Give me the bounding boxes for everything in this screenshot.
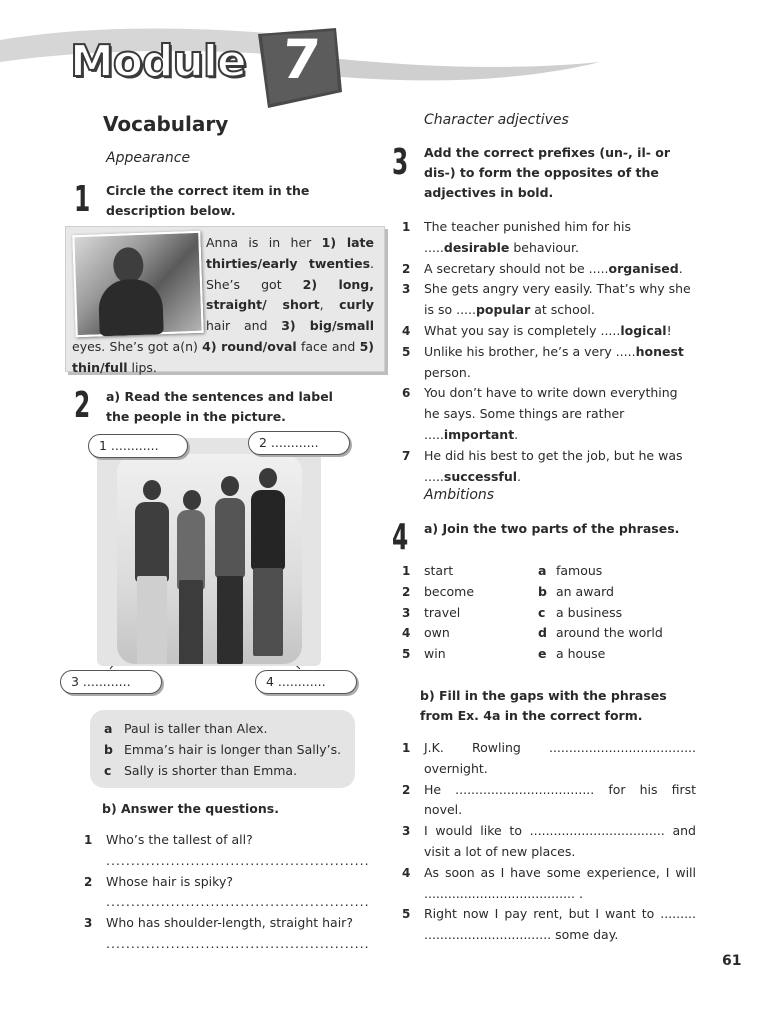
ex3-item-4: 4 What you say is completely .....logical! xyxy=(402,322,672,338)
ex3-item-7: 7 He did his best to get the job, but he was .....successful. xyxy=(402,447,683,484)
gap-5[interactable]: 5 Right now I pay rent, but I want to ......... ................................ some day. xyxy=(402,906,696,943)
label-1-pill[interactable]: 1 ............ xyxy=(88,434,188,458)
choice-4[interactable]: 4) round/oval xyxy=(202,338,297,354)
exercise-1-text: Anna is in her 1) late thirties/early twenties. She’s got 2) long, straight/ short, curly hair and 3) big/small eyes. She’s got a(n) 4) round/oval face and 5) thin/full lips. xyxy=(72,235,375,375)
pair-3: 3 travel c a business xyxy=(402,604,623,620)
pair-5: 5 win e a house xyxy=(402,646,606,662)
exercise-1-instruction: Circle the correct item in the description below. xyxy=(106,183,310,218)
module-title: Module xyxy=(70,36,246,87)
question-1: 1 Who’s the tallest of all? xyxy=(84,832,253,847)
exercise-4b-instruction: b) Fill in the gaps with the phrases from Ex. 4a in the correct form. xyxy=(420,688,667,723)
choice-3[interactable]: 3) big/small xyxy=(281,318,374,334)
gap-3[interactable]: 3 I would like to .................................. and visit a lot of new places. xyxy=(402,823,696,859)
label-2-pill[interactable]: 2 ............ xyxy=(248,431,350,455)
answer-line-1[interactable]: ..................................................... xyxy=(106,852,370,868)
question-3: 3 Who has shoulder-length, straight hair? xyxy=(84,915,353,931)
sentence-a: a Paul is taller than Alex. xyxy=(104,721,268,736)
choice-2[interactable]: 2) long, straight/ short xyxy=(206,276,375,313)
gap-2[interactable]: 2 He ................................... for his first novel. xyxy=(402,781,696,818)
pair-4: 4 own d around the world xyxy=(402,625,663,641)
ambitions-heading: Ambitions xyxy=(424,487,495,503)
pair-1: 1 start a famous xyxy=(402,563,603,578)
exercise-2-number: 2 xyxy=(74,385,91,426)
question-2: 2 Whose hair is spiky? xyxy=(84,873,233,889)
character-adjectives-heading: Character adjectives xyxy=(424,112,569,128)
pair-2: 2 become b an award xyxy=(402,583,614,599)
ex3-item-5: 5 Unlike his brother, he’s a very .....honest person. xyxy=(402,343,684,380)
ex3-item-2: 2 A secretary should not be .....organised. xyxy=(402,260,683,276)
answer-line-3[interactable]: ..................................................... xyxy=(106,935,370,951)
group-photo xyxy=(117,454,302,664)
sentences-box xyxy=(90,710,355,788)
sentence-c: c Sally is shorter than Emma. xyxy=(104,763,298,778)
label-3-pill[interactable]: 3 ............ xyxy=(60,670,162,694)
appearance-heading: Appearance xyxy=(106,150,191,166)
exercise-3-instruction: Add the correct prefixes (un-, il- or dis-) to form the opposites of the adjectives in bold. xyxy=(424,145,671,200)
ex3-item-3: 3 She gets angry very easily. That’s why she is so .....popular at school. xyxy=(402,281,691,318)
gap-4[interactable]: 4 As soon as I have some experience, I will ...................................... . xyxy=(402,864,696,901)
exercise-2-instruction: a) Read the sentences and label the people in the picture. xyxy=(106,389,333,424)
exercise-3-list xyxy=(402,217,696,487)
choice-1[interactable]: 1) late thirties/early twenties xyxy=(206,235,375,271)
exercise-4-number: 4 xyxy=(392,517,409,558)
phrase-pairs xyxy=(402,561,696,665)
question-list xyxy=(84,830,376,955)
exercise-2b-instruction: b) Answer the questions. xyxy=(102,801,279,816)
label-4-pill[interactable]: 4 ............ xyxy=(255,670,357,694)
exercise-1-number: 1 xyxy=(74,179,91,220)
gap-fill-list xyxy=(402,738,696,946)
choice-5[interactable]: 5) thin/full xyxy=(72,338,375,375)
choice-2-curly[interactable]: curly xyxy=(339,297,374,313)
answer-line-2[interactable]: ..................................................... xyxy=(106,894,370,910)
ex3-item-1: 1 The teacher punished him for his .....desirable behaviour. xyxy=(402,219,631,255)
module-number: 7 xyxy=(278,28,323,91)
exercise-3-number: 3 xyxy=(392,142,409,183)
sentence-b: b Emma’s hair is longer than Sally’s. xyxy=(104,742,342,757)
exercise-4a-instruction: a) Join the two parts of the phrases. xyxy=(424,521,680,536)
ex3-item-6: 6 You don’t have to write down everything he says. Some things are rather .....important. xyxy=(402,385,678,442)
page-number: 61 xyxy=(722,953,742,969)
vocabulary-heading: Vocabulary xyxy=(103,112,229,136)
gap-1[interactable]: 1 J.K. Rowling ..................................... overnight. xyxy=(402,740,696,776)
